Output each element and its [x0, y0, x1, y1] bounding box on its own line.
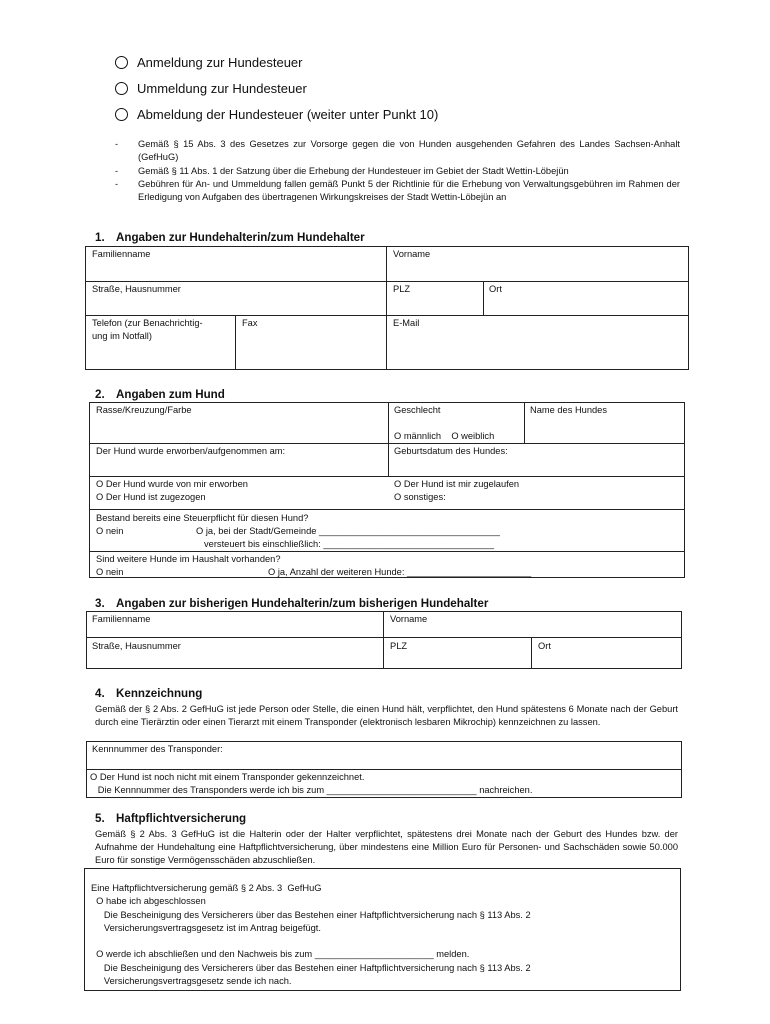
option-ummeldung[interactable]: [115, 81, 307, 96]
abgeschlossen-note-line2: Versicherungsvertragsgesetz ist im Antrag beigefügt.: [91, 923, 321, 933]
section-1-heading: 1. Angaben zur Hundehalterin/zum Hundehalter: [95, 231, 365, 244]
versteuert-bis-field[interactable]: versteuert bis einschließlich: _________________________________: [204, 539, 494, 549]
bisher-vorname-field[interactable]: Vorname: [390, 614, 428, 624]
legal-note: - Gebühren für An- und Ummeldung fallen gemäß Punkt 5 der Richtlinie für die Erhebung von Verwaltungsgebühren im Rahmen der Erledigung von Aufgaben des übertragenen Wirkungskreises der Stadt Wettin-Löbejün an: [115, 179, 680, 202]
section-4-heading: 4. Kennzeichnung: [95, 687, 203, 700]
weitere-hunde-ja[interactable]: O ja, Anzahl der weiteren Hunde: ________________________: [268, 567, 532, 577]
option-abschliessen[interactable]: O werde ich abschließen und den Nachweis bis zum _______________________ melden.: [91, 949, 470, 959]
section-4-text: Gemäß der § 2 Abs. 2 GefHuG ist jede Person oder Stelle, die einen Hund hält, verpflichtet, den Hund spätestens 6 Monate nach der Geburt durch eine Tierärztin oder einen Tierarzt mit einem Transponder (elektronisch lesbaren Mikrochip) kennzeichnen zu lassen.: [95, 704, 678, 727]
weitere-hunde-question: Sind weitere Hunde im Haushalt vorhanden?: [96, 554, 281, 564]
email-field[interactable]: E-Mail: [393, 318, 420, 328]
nachreichen-field[interactable]: Die Kennnummer des Transponders werde ich bis zum _____________________________ nachreichen.: [90, 785, 533, 795]
section-5-heading: 5. Haftpflichtversicherung: [95, 812, 247, 825]
radio-circle-icon[interactable]: [115, 82, 128, 95]
section-3-heading: 3. Angaben zur bisherigen Hundehalterin/zum bisherigen Hundehalter: [95, 597, 489, 610]
erworben-am-field[interactable]: Der Hund wurde erworben/aufgenommen am:: [96, 446, 286, 456]
geschlecht-options[interactable]: O männlich O weiblich: [394, 431, 495, 441]
bisher-strasse-field[interactable]: Straße, Hausnummer: [92, 641, 181, 651]
option-abmeldung[interactable]: [115, 107, 438, 122]
abgeschlossen-note: Die Bescheinigung des Versicherers über das Bestehen einer Haftpflichtversicherung nach § 113 Abs. 2: [91, 910, 531, 920]
familienname-field[interactable]: Familienname: [92, 249, 151, 259]
telefon-field[interactable]: Telefon (zur Benachrichtig-: [92, 318, 203, 328]
option-label: Abmeldung der Hundesteuer (weiter unter Punkt 10): [137, 107, 439, 122]
geschlecht-label: Geschlecht: [394, 405, 441, 415]
option-sonstiges[interactable]: O sonstiges:: [394, 492, 446, 502]
steuerpflicht-nein[interactable]: O nein: [96, 526, 124, 536]
haftpflicht-box-title: Eine Haftpflichtversicherung gemäß § 2 Abs. 3 GefHuG: [91, 883, 322, 893]
name-hund-field[interactable]: Name des Hundes: [530, 405, 607, 415]
bisher-familienname-field[interactable]: Familienname: [92, 614, 151, 624]
radio-circle-icon[interactable]: [115, 108, 128, 121]
telefon-field-line2: ung im Notfall): [92, 331, 152, 341]
ort-field[interactable]: Ort: [489, 284, 502, 294]
legal-note: - Gemäß § 11 Abs. 1 der Satzung über die Erhebung der Hundesteuer im Gebiet der Stadt Wettin-Löbejün: [115, 166, 569, 176]
option-nicht-gekennzeichnet[interactable]: O Der Hund ist noch nicht mit einem Transponder gekennzeichnet.: [90, 772, 365, 782]
plz-field[interactable]: PLZ: [393, 284, 411, 294]
option-zugelaufen[interactable]: O Der Hund ist mir zugelaufen: [394, 479, 520, 489]
steuerpflicht-question: Bestand bereits eine Steuerpflicht für diesen Hund?: [96, 513, 309, 523]
strasse-field[interactable]: Straße, Hausnummer: [92, 284, 181, 294]
option-abgeschlossen[interactable]: O habe ich abgeschlossen: [91, 896, 206, 906]
abschliessen-note: Die Bescheinigung des Versicherers über das Bestehen einer Haftpflichtversicherung nach § 113 Abs. 2: [91, 963, 531, 973]
steuerpflicht-ja[interactable]: O ja, bei der Stadt/Gemeinde ___________________________________: [196, 526, 500, 536]
bisher-plz-field[interactable]: PLZ: [390, 641, 408, 651]
legal-note: - Gemäß § 15 Abs. 3 des Gesetzes zur Vorsorge gegen die von Hunden ausgehenden Gefahren des Landes Sachsen-Anhalt (GefHuG): [115, 139, 680, 162]
weitere-hunde-nein[interactable]: O nein: [96, 567, 124, 577]
option-erworben[interactable]: O Der Hund wurde von mir erworben: [96, 479, 248, 489]
option-label: Ummeldung zur Hundesteuer: [137, 81, 307, 96]
abschliessen-note-line2: Versicherungsvertragsgesetz sende ich nach.: [91, 976, 292, 986]
kennnummer-field[interactable]: Kennnummer des Transponder:: [92, 744, 223, 754]
rasse-field[interactable]: Rasse/Kreuzung/Farbe: [96, 405, 192, 415]
section-2-heading: 2. Angaben zum Hund: [95, 388, 225, 401]
section-5-text: Gemäß § 2 Abs. 3 GefHuG ist die Halterin oder der Halter verpflichtet, spätestens drei Monate nach der Geburt des Hundes bzw. der Aufnahme der Hundehaltung eine Haftpflichtversicherung, über mindestens eine Million Euro für Personen- und Sachschäden sowie 50.000 Euro für sonstige Vermögensschäden abzuschließen.: [95, 829, 678, 865]
radio-circle-icon[interactable]: [115, 56, 128, 69]
option-anmeldung[interactable]: [115, 55, 303, 70]
option-zugezogen[interactable]: O Der Hund ist zugezogen: [96, 492, 206, 502]
geburtsdatum-field[interactable]: Geburtsdatum des Hundes:: [394, 446, 508, 456]
option-label: Anmeldung zur Hundesteuer: [137, 55, 303, 70]
bisher-ort-field[interactable]: Ort: [538, 641, 551, 651]
section-1-table: [85, 246, 689, 370]
vorname-field[interactable]: Vorname: [393, 249, 431, 259]
fax-field[interactable]: Fax: [242, 318, 258, 328]
